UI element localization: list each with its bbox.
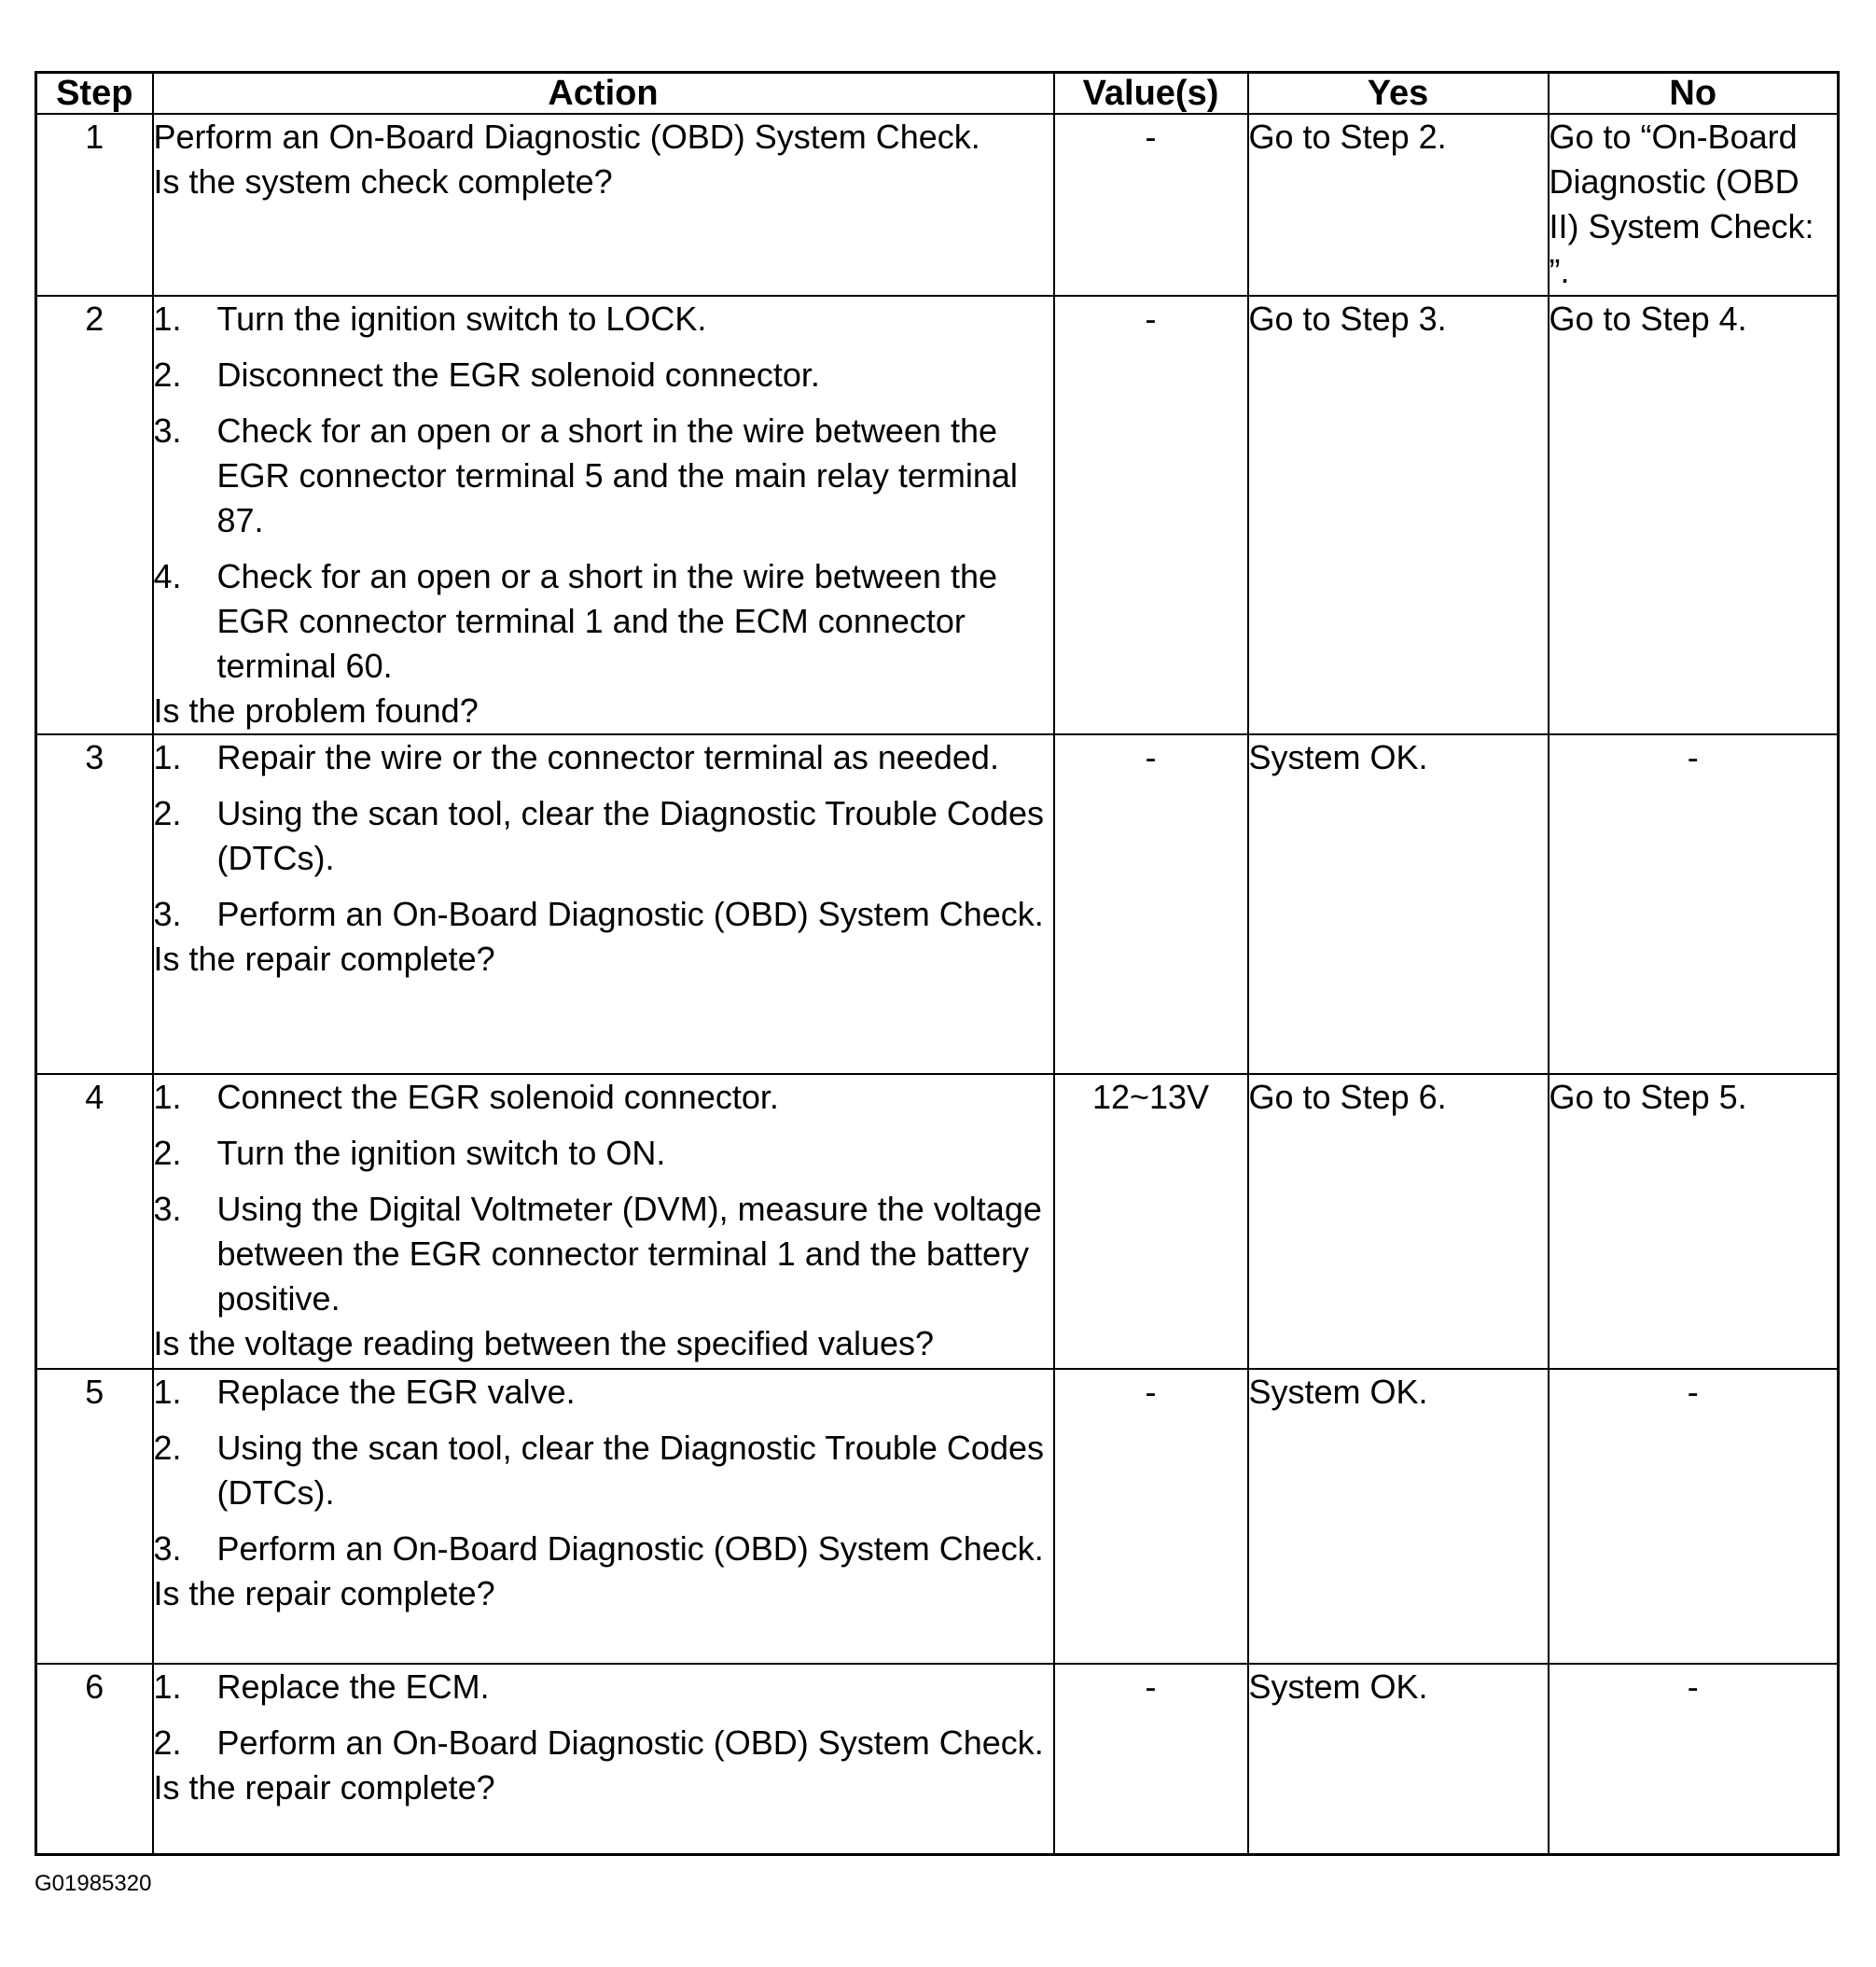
yes-cell: System OK. (1248, 734, 1549, 1074)
action-item-number: 3. (153, 412, 182, 450)
action-cell (153, 1369, 1054, 1664)
table-row (36, 1074, 1839, 1369)
no-cell: - (1549, 1369, 1839, 1664)
action-question: Is the repair complete? (153, 1574, 495, 1612)
action-item (154, 735, 1053, 780)
action-item (154, 554, 1053, 689)
action-item-text: Using the scan tool, clear the Diagnostic Trouble Codes (DTCs). (216, 1429, 1044, 1512)
value-cell: 12~13V (1054, 1074, 1248, 1369)
yes-cell: System OK. (1248, 1664, 1549, 1854)
no-cell: Go to Step 5. (1549, 1074, 1839, 1369)
yes-cell: Go to Step 3. (1248, 296, 1549, 734)
action-item (154, 1721, 1053, 1765)
step-cell: 1 (36, 114, 153, 296)
header-no: No (1549, 73, 1839, 115)
no-cell: Go to Step 4. (1549, 296, 1839, 734)
header-values: Value(s) (1054, 73, 1248, 115)
action-item (154, 409, 1053, 543)
no-cell: Go to “On-Board Diagnostic (OBD II) System Check: ”. (1549, 114, 1839, 296)
header-yes: Yes (1248, 73, 1549, 115)
step-cell: 2 (36, 296, 153, 734)
action-item-text: Perform an On-Board Diagnostic (OBD) System Check. (216, 1723, 1044, 1762)
action-item-text: Using the Digital Voltmeter (DVM), measure the voltage between the EGR connector terminal 1 and the battery positive. (216, 1190, 1042, 1318)
step-cell: 3 (36, 734, 153, 1074)
action-item-number: 1. (153, 1667, 182, 1706)
action-item-number: 1. (153, 300, 182, 338)
action-cell (153, 1664, 1054, 1854)
action-item (154, 1426, 1053, 1515)
table-body (36, 114, 1839, 1854)
action-item-text: Perform an On-Board Diagnostic (OBD) System Check. (216, 895, 1044, 933)
action-item (154, 297, 1053, 342)
action-item-number: 1. (153, 738, 182, 776)
yes-cell: Go to Step 6. (1248, 1074, 1549, 1369)
action-item-text: Using the scan tool, clear the Diagnostic Trouble Codes (DTCs). (216, 794, 1044, 877)
value-cell: - (1054, 1369, 1248, 1664)
action-item-number: 3. (153, 895, 182, 933)
diagnostic-table (35, 71, 1840, 1856)
table-header-row (36, 73, 1839, 115)
action-item (154, 1527, 1053, 1571)
action-item (154, 1131, 1053, 1176)
action-question: Is the problem found? (153, 691, 479, 730)
action-item (154, 791, 1053, 881)
action-item-text: Disconnect the EGR solenoid connector. (216, 356, 820, 394)
no-cell: - (1549, 1664, 1839, 1854)
value-cell: - (1054, 734, 1248, 1074)
action-item-text: Replace the ECM. (216, 1667, 490, 1706)
action-item-number: 2. (153, 1134, 182, 1172)
header-step: Step (36, 73, 153, 115)
value-cell: - (1054, 1664, 1248, 1854)
value-cell: - (1054, 296, 1248, 734)
action-item-number: 2. (153, 356, 182, 394)
action-item-number: 2. (153, 1429, 182, 1467)
table-row (36, 734, 1839, 1074)
value-cell: - (1054, 114, 1248, 296)
action-item-text: Connect the EGR solenoid connector. (216, 1078, 779, 1116)
action-item-number: 4. (153, 557, 182, 595)
action-item-number: 1. (153, 1373, 182, 1411)
table-row (36, 1369, 1839, 1664)
action-cell (153, 1074, 1054, 1369)
action-cell (153, 296, 1054, 734)
action-item-text: Check for an open or a short in the wire between the EGR connector terminal 1 and the ECM connector terminal 60. (216, 557, 997, 685)
figure-id: G01985320 (35, 1871, 152, 1896)
action-item-text: Turn the ignition switch to LOCK. (216, 300, 707, 338)
action-item (154, 1665, 1053, 1709)
yes-cell: System OK. (1248, 1369, 1549, 1664)
action-cell (153, 114, 1054, 296)
action-item (154, 353, 1053, 398)
action-item (154, 892, 1053, 937)
action-item-number: 2. (153, 794, 182, 832)
action-item-text: Repair the wire or the connector terminal as needed. (216, 738, 999, 776)
step-cell: 5 (36, 1369, 153, 1664)
no-cell: - (1549, 734, 1839, 1074)
action-question: Is the repair complete? (153, 940, 495, 978)
action-item-text: Turn the ignition switch to ON. (216, 1134, 666, 1172)
action-item-number: 3. (153, 1190, 182, 1228)
action-item-number: 1. (153, 1078, 182, 1116)
action-item-text: Check for an open or a short in the wire between the EGR connector terminal 5 and the main relay terminal 87. (216, 412, 1018, 539)
table-row (36, 296, 1839, 734)
action-item-text: Replace the EGR valve. (216, 1373, 576, 1411)
action-question: Is the system check complete? (153, 162, 613, 201)
action-cell (153, 734, 1054, 1074)
action-question: Is the repair complete? (153, 1768, 495, 1807)
action-item (154, 1370, 1053, 1415)
table-row (36, 1664, 1839, 1854)
action-item-number: 3. (153, 1529, 182, 1568)
action-item (154, 1075, 1053, 1120)
table-row (36, 114, 1839, 296)
yes-cell: Go to Step 2. (1248, 114, 1549, 296)
action-item (154, 1187, 1053, 1321)
action-item-number: 2. (153, 1723, 182, 1762)
action-intro: Perform an On-Board Diagnostic (OBD) System Check. (153, 118, 980, 156)
step-cell: 4 (36, 1074, 153, 1369)
action-item-text: Perform an On-Board Diagnostic (OBD) System Check. (216, 1529, 1044, 1568)
action-question: Is the voltage reading between the specified values? (153, 1324, 935, 1362)
step-cell: 6 (36, 1664, 153, 1854)
header-action: Action (153, 73, 1054, 115)
